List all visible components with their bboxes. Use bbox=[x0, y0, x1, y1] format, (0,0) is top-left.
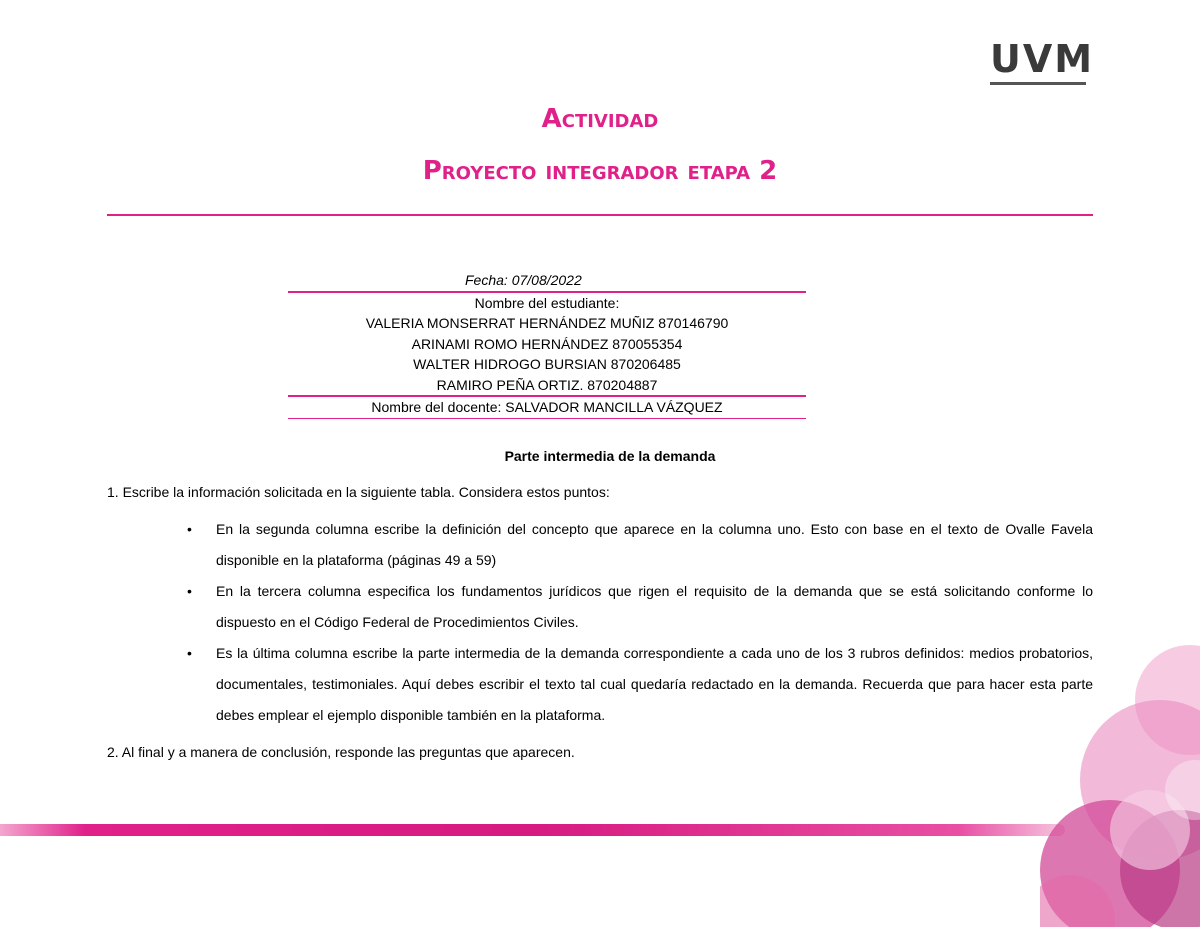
student-name: WALTER HIDROGO BURSIAN 870206485 bbox=[413, 356, 681, 372]
students-label: Nombre del estudiante: bbox=[474, 294, 620, 311]
list-item bbox=[187, 638, 1093, 731]
list-item-text: En la tercera columna especifica los fundamentos jurídicos que rigen el requisito de la demanda que se está solicitando conforme lo dispuesto en el Código Federal de Procedimientos Civiles. bbox=[216, 583, 1093, 630]
footer-band bbox=[0, 824, 1065, 836]
bullet-icon: • bbox=[187, 521, 192, 537]
header-divider bbox=[107, 214, 1093, 216]
bullet-icon: • bbox=[187, 645, 192, 661]
list-item bbox=[187, 576, 1093, 638]
instruction-1: 1. Escribe la información solicitada en la siguiente tabla. Considera estos puntos: bbox=[107, 484, 610, 500]
divider bbox=[288, 418, 806, 419]
student-info-block bbox=[288, 270, 806, 419]
page-subtitle: Proyecto integrador etapa 2 bbox=[422, 156, 778, 186]
decorative-flower-graphic bbox=[1040, 640, 1200, 927]
bullet-list bbox=[187, 514, 1093, 731]
section-title: Parte intermedia de la demanda bbox=[504, 448, 716, 464]
logo-text: UVM bbox=[990, 37, 1095, 81]
date-text: Fecha: 07/08/2022 bbox=[465, 272, 582, 288]
student-name: VALERIA MONSERRAT HERNÁNDEZ MUÑIZ 870146790 bbox=[365, 315, 729, 331]
page-title: Actividad bbox=[541, 104, 659, 134]
instruction-2: 2. Al final y a manera de conclusión, responde las preguntas que aparecen. bbox=[107, 744, 575, 760]
list-item-text: En la segunda columna escribe la definición del concepto que aparece en la columna uno. Esto con base en el texto de Ovalle Favela disponible en la plataforma (páginas 49 a 59) bbox=[216, 521, 1093, 568]
logo-underline bbox=[990, 82, 1086, 85]
student-name: RAMIRO PEÑA ORTIZ. 870204887 bbox=[436, 376, 658, 393]
list-item bbox=[187, 514, 1093, 576]
bullet-icon: • bbox=[187, 583, 192, 599]
teacher-name: Nombre del docente: SALVADOR MANCILLA VÁZQUEZ bbox=[371, 399, 723, 415]
uvm-logo bbox=[990, 37, 1095, 90]
student-name: ARINAMI ROMO HERNÁNDEZ 870055354 bbox=[411, 335, 683, 352]
list-item-text: Es la última columna escribe la parte intermedia de la demanda correspondiente a cada uno de los 3 rubros definidos: medios probatorios, documentales, testimoniales. Aquí debes escribir el texto tal cual quedaría redactado en la demanda. Recuerda que para hacer esta parte debes emplear el ejemplo disponible también en la plataforma. bbox=[216, 645, 1093, 723]
